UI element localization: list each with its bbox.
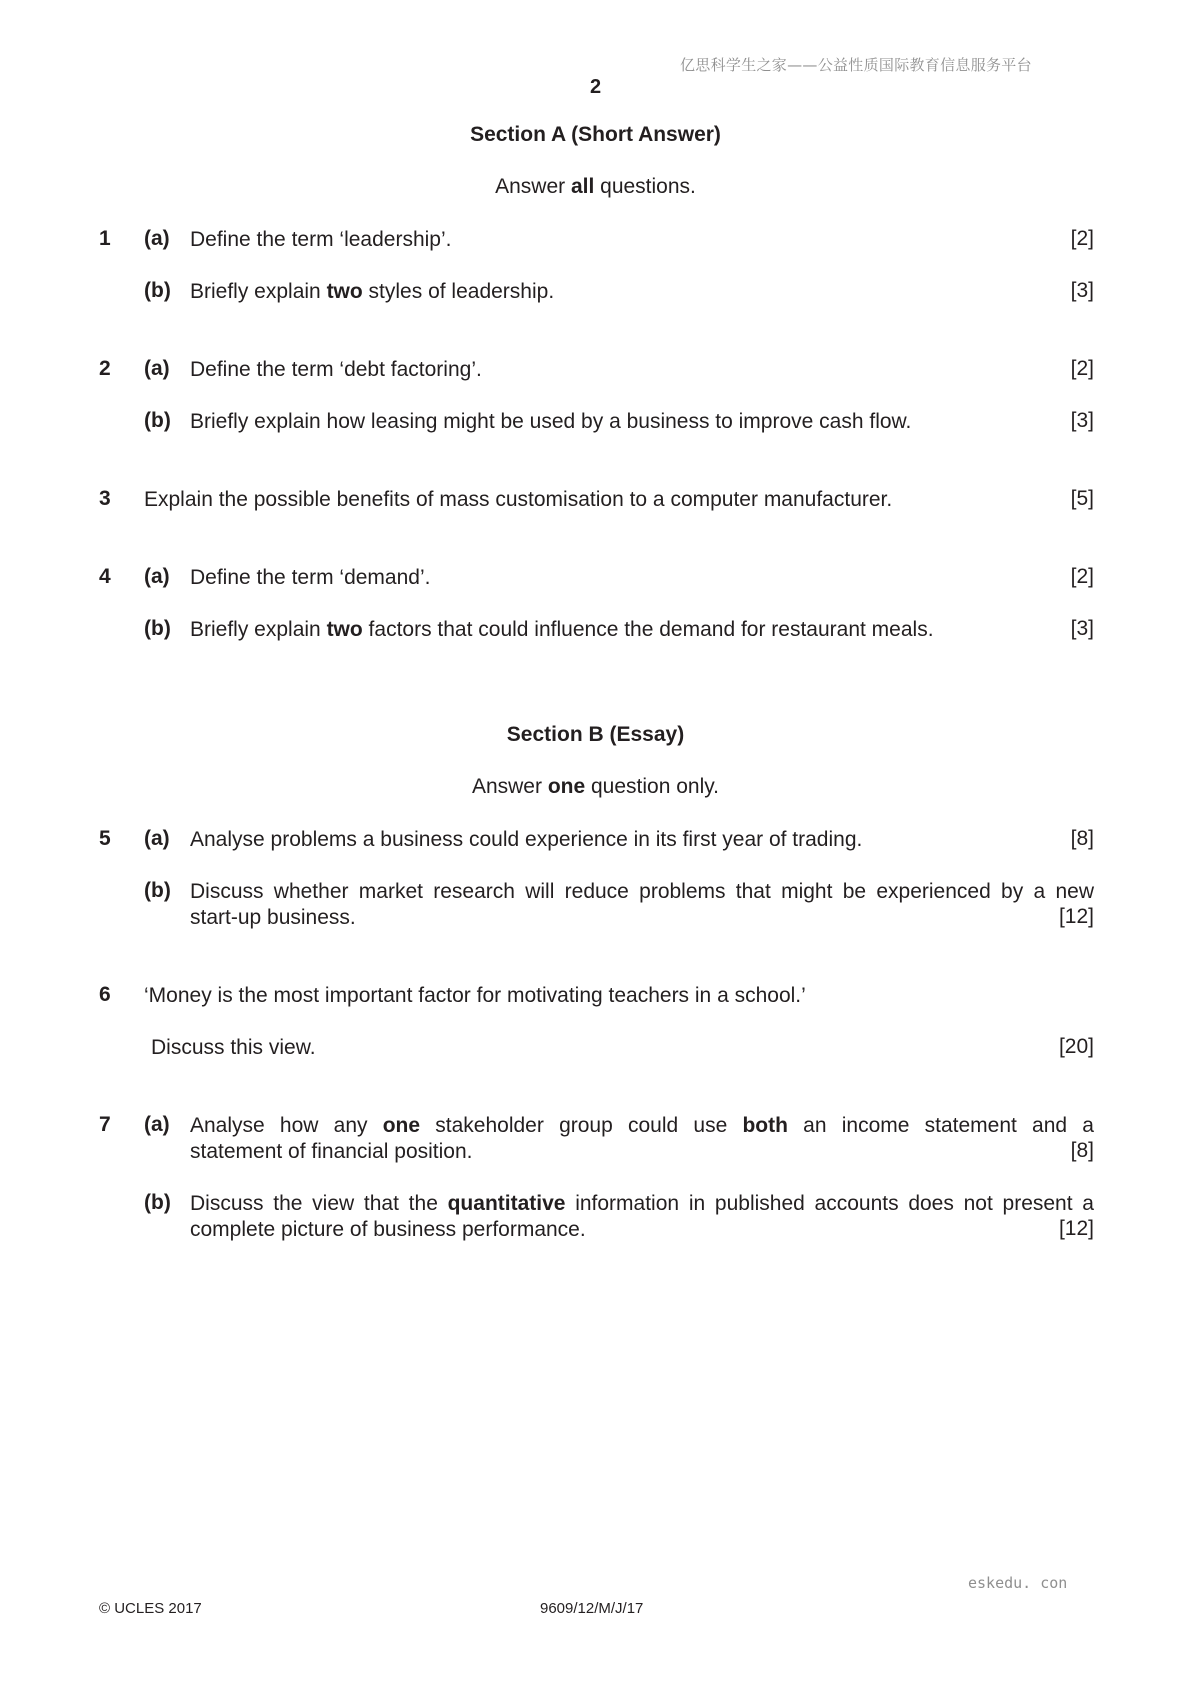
q6-text: Discuss this view. — [151, 1036, 316, 1059]
question-number-2: 2 — [99, 357, 111, 380]
q6-quote: ‘Money is the most important factor for motivating teachers in a school.’ — [144, 984, 806, 1007]
q4a-text: Define the term ‘demand’. — [190, 566, 431, 589]
question-number-3: 3 — [99, 487, 111, 510]
q7a-marks: [8] — [1070, 1139, 1094, 1162]
q5b-text-line1: Discuss whether market research will reduce problems that might be experienced by a new — [190, 880, 1094, 903]
question-number-5: 5 — [99, 827, 111, 850]
q4a-marks: [2] — [1070, 565, 1094, 588]
q6-marks: [20] — [1058, 1035, 1094, 1058]
q7b-marks: [12] — [1058, 1217, 1094, 1240]
q2a-text: Define the term ‘debt factoring’. — [190, 358, 482, 381]
q2a-label: (a) — [144, 357, 170, 380]
section-a-title: Section A (Short Answer) — [470, 123, 721, 146]
q7a-text-line2: statement of financial position. — [190, 1140, 473, 1163]
question-number-7: 7 — [99, 1113, 111, 1136]
q7a-text-line1: Analyse how any one stakeholder group could use both an income statement and a — [190, 1114, 1094, 1137]
q4b-marks: [3] — [1070, 617, 1094, 640]
q1b-text: Briefly explain two styles of leadership. — [190, 280, 555, 303]
q5b-text-line2: start-up business. — [190, 906, 356, 929]
footer-copyright: © UCLES 2017 — [99, 1600, 202, 1617]
q7b-label: (b) — [144, 1191, 171, 1214]
section-a-instruction: Answer all questions. — [495, 175, 696, 198]
q4a-label: (a) — [144, 565, 170, 588]
question-number-4: 4 — [99, 565, 111, 588]
section-b-instruction: Answer one question only. — [471, 775, 720, 798]
q5a-label: (a) — [144, 827, 170, 850]
q7b-text-line1: Discuss the view that the quantitative information in published accounts does not present a — [190, 1192, 1094, 1215]
section-b-title: Section B (Essay) — [506, 723, 685, 746]
page-number: 2 — [589, 76, 602, 98]
q2a-marks: [2] — [1070, 357, 1094, 380]
q3-text: Explain the possible benefits of mass customisation to a computer manufacturer. — [144, 488, 893, 511]
q5b-label: (b) — [144, 879, 171, 902]
q7b-text-line2: complete picture of business performance. — [190, 1218, 586, 1241]
q7a-label: (a) — [144, 1113, 170, 1136]
header-watermark: 亿思科学生之家——公益性质国际教育信息服务平台 — [680, 56, 1032, 74]
question-number-6: 6 — [99, 983, 111, 1006]
q2b-label: (b) — [144, 409, 171, 432]
q1b-marks: [3] — [1070, 279, 1094, 302]
q5a-text: Analyse problems a business could experience in its first year of trading. — [190, 828, 863, 851]
q5a-marks: [8] — [1070, 827, 1094, 850]
q5b-marks: [12] — [1058, 905, 1094, 928]
q1a-label: (a) — [144, 227, 170, 250]
q1b-label: (b) — [144, 279, 171, 302]
footer-watermark: eskedu. con — [968, 1574, 1068, 1592]
q3-marks: [5] — [1070, 487, 1094, 510]
footer-paper-code: 9609/12/M/J/17 — [540, 1600, 644, 1617]
q1a-marks: [2] — [1070, 227, 1094, 250]
q2b-text: Briefly explain how leasing might be used by a business to improve cash flow. — [190, 410, 912, 433]
q4b-text: Briefly explain two factors that could influence the demand for restaurant meals. — [190, 618, 934, 641]
question-number-1: 1 — [99, 227, 111, 250]
q4b-label: (b) — [144, 617, 171, 640]
q1a-text: Define the term ‘leadership’. — [190, 228, 452, 251]
q2b-marks: [3] — [1070, 409, 1094, 432]
